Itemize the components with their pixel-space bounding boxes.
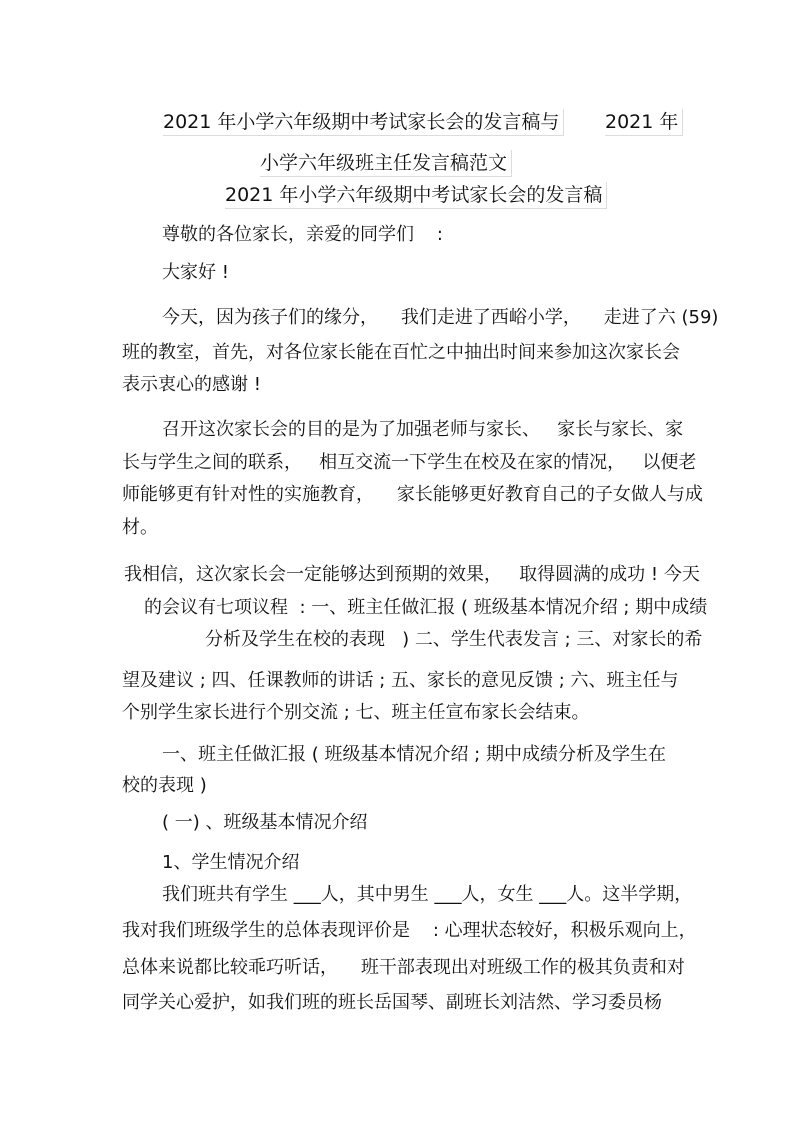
- section-1-item: 1、学生情况介绍: [162, 852, 300, 873]
- section-1-line-2: 校的表现 ): [122, 775, 207, 796]
- section-1-line-1: 一、班主任做汇报 ( 班级基本情况介绍 ; 期中成绩分析及学生在: [162, 744, 666, 765]
- student-count-blank: ___: [293, 884, 321, 905]
- paragraph-3-line-3: 分析及学生在校的表现 ) 二、学生代表发言 ; 三、对家长的希: [205, 629, 703, 650]
- p4-text-c: 人，女生: [461, 884, 540, 905]
- p4-text-a: 我们班共有学生: [162, 884, 294, 905]
- paragraph-2-line-4: 材。: [122, 517, 158, 538]
- paragraph-4-line-2: 我对我们班级学生的总体表现评价是 : 心理状态较好，积极乐观向上，: [122, 920, 697, 941]
- girl-count-blank: ___: [539, 884, 567, 905]
- boy-count-blank: ___: [434, 884, 462, 905]
- paragraph-4-line-4: 同学关心爱护，如我们班的班长岳国琴、副班长刘洁然、学习委员杨: [122, 992, 662, 1013]
- paragraph-4-line-3: 总体来说都比较乖巧听话， 班干部表现出对班级工作的极其负责和对: [122, 957, 685, 978]
- title-line-1a: 2021 年小学六年级期中考试家长会的发言稿与: [163, 109, 564, 136]
- greeting-line-1: 尊敬的各位家长，亲爱的同学们 :: [162, 224, 443, 245]
- greeting-line-2: 大家好 !: [162, 262, 229, 283]
- paragraph-3-line-5: 个别学生家长进行个别交流 ; 七、班主任宣布家长会结束。: [122, 702, 590, 723]
- p4-text-d: 人。这半学期，: [566, 884, 693, 905]
- paragraph-1-line-3: 表示衷心的感谢 !: [122, 374, 261, 395]
- p4-text-b: 人，其中男生: [320, 884, 435, 905]
- paragraph-3-line-1: 我相信，这次家长会一定能够达到预期的效果， 取得圆满的成功 ! 今天: [124, 564, 700, 585]
- paragraph-1-line-1: 今天，因为孩子们的缘分， 我们走进了西峪小学， 走进了六 (59): [162, 307, 719, 328]
- subtitle: 2021 年小学六年级期中考试家长会的发言稿: [225, 182, 607, 209]
- paragraph-2-line-2: 长与学生之间的联系， 相互交流一下学生在校及在家的情况， 以便老: [122, 452, 697, 473]
- title-line-1b: 2021 年: [605, 109, 683, 136]
- section-1-subheading: ( 一) 、班级基本情况介绍: [162, 812, 368, 833]
- paragraph-3-line-4: 望及建议 ; 四、任课教师的讲话 ; 五、家长的意见反馈 ; 六、班主任与: [122, 670, 679, 691]
- paragraph-2-line-3: 师能够更有针对性的实施教育， 家长能够更好教育自己的子女做人与成: [122, 484, 703, 505]
- title-line-2: 小学六年级班主任发言稿范文: [260, 150, 512, 177]
- paragraph-4-line-1: [162, 882, 692, 908]
- paragraph-3-line-2: 的会议有七项议程 : 一、班主任做汇报 ( 班级基本情况介绍 ; 期中成绩: [144, 597, 708, 618]
- paragraph-1-line-2: 班的教室，首先，对各位家长能在百忙之中抽出时间来参加这次家长会: [122, 342, 680, 363]
- paragraph-2-line-1: 召开这次家长会的目的是为了加强老师与家长、 家长与家长、家: [162, 419, 684, 440]
